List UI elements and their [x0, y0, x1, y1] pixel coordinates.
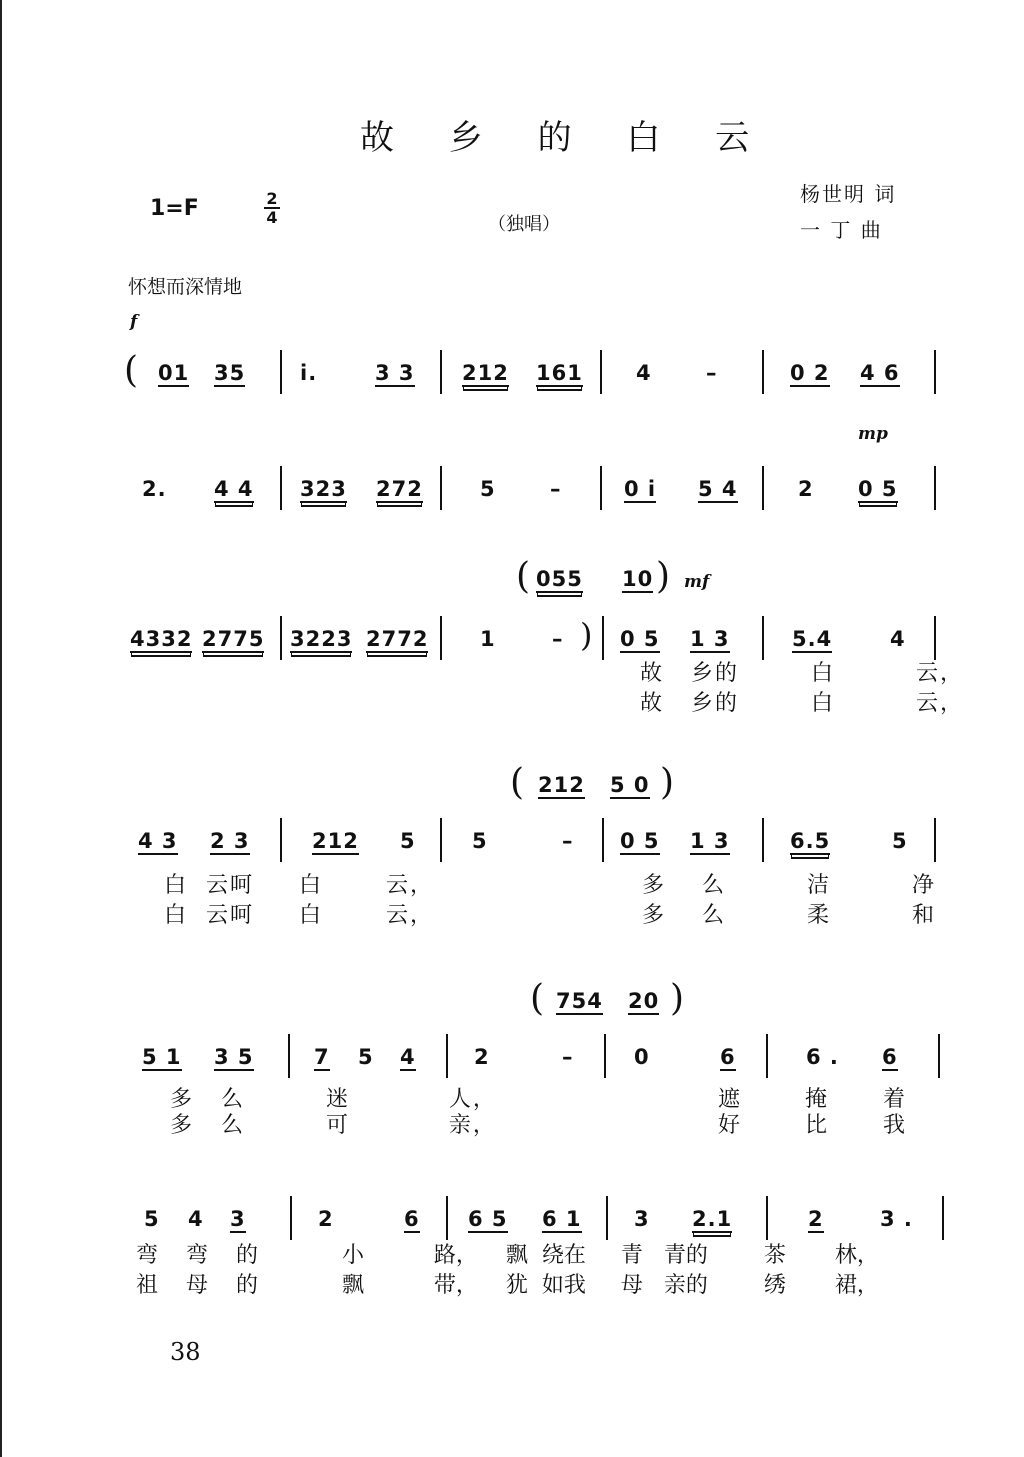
note-group: 4 4 [214, 477, 254, 501]
key-signature: 1=F [150, 196, 199, 221]
interlude-note-group: 055 [536, 567, 583, 591]
staff-row-2 [0, 466, 1024, 526]
lyricist-credit: 杨世明 词 [800, 182, 897, 206]
note-group: 6 [404, 1207, 420, 1231]
note-group: 3 . [880, 1207, 913, 1231]
note-group: 1 3 [690, 829, 730, 853]
note-group: i. [300, 361, 318, 385]
note-group: 0 i [624, 477, 657, 501]
note-group: 6 . [806, 1045, 839, 1069]
note-group: 2.1 [692, 1207, 733, 1231]
interlude-row-4: ( 212 5 0 ) [510, 762, 675, 803]
note-group: 3223 [290, 627, 353, 651]
note-group: 0 5 [620, 829, 660, 853]
note-group: – [552, 627, 564, 651]
note-group: 6 [882, 1045, 898, 1069]
lyric-line-1-end: 多 么 洁 净 [642, 873, 936, 898]
note-group: 1 3 [690, 627, 730, 651]
interlude-note-group: 754 [556, 989, 603, 1013]
staff-row-5 [0, 1034, 1024, 1094]
note-group: 6 [720, 1045, 736, 1069]
note-group: 4 3 [138, 829, 178, 853]
dynamic-mezzo-forte: mf [684, 572, 710, 592]
note-group: 5 [480, 477, 496, 501]
lyric-line-2: 祖 母 的 飘 带， 犹 如我 母 亲的 绣 裙， [136, 1273, 879, 1298]
note-group: 4 [188, 1207, 204, 1231]
note-group: 2 [808, 1207, 824, 1231]
time-signature: 2 4 [260, 190, 284, 226]
lyric-line-1: 故 乡的 白 云， [640, 661, 964, 686]
note-group: 4 [400, 1045, 416, 1069]
note-group: 6 5 [468, 1207, 508, 1231]
tempo-marking: 怀想而深情地 [128, 276, 243, 298]
note-group: 35 [214, 361, 246, 385]
note-group: 2772 [366, 627, 429, 651]
dynamic-mezzo-piano: mp [858, 424, 888, 444]
note-group: 6.5 [790, 829, 831, 853]
note-group: 5 1 [142, 1045, 182, 1069]
lyric-line-2: 白 云呵 白 云， [164, 903, 434, 928]
performance-note: （独唱） [488, 214, 560, 235]
note-group: 7 [314, 1045, 330, 1069]
interlude-row-3: ( 055 10 ) mf [516, 556, 710, 597]
staff-row-1: ( 01 35 i. 3 3 212 161 4 – 0 2 4 6 [0, 350, 1024, 410]
note-group: 2 [318, 1207, 334, 1231]
note-group: 5 [472, 829, 488, 853]
note-group: 5 [400, 829, 416, 853]
note-group: 1 [480, 627, 496, 651]
interlude-note-group: 20 [628, 989, 660, 1013]
note-group: 01 [158, 361, 190, 385]
note-group: 0 [634, 1045, 650, 1069]
lyric-line-2-end: 好 比 我 [718, 1113, 907, 1138]
note-group: 3 3 [375, 361, 415, 385]
staff-row-3: 4332 2775 3223 2772 1 – ) 0 5 1 3 5.4 4 [0, 616, 1024, 676]
song-title: 故 乡 的 白 云 [360, 118, 772, 158]
note-group: 6 1 [542, 1207, 582, 1231]
note-group: – [562, 1045, 574, 1069]
note-group: 4332 [130, 627, 193, 651]
note-group: 161 [536, 361, 583, 385]
lyric-line-2-end: 多 么 柔 和 [642, 903, 936, 928]
page-number: 38 [170, 1338, 201, 1366]
note-group: 4 [636, 361, 652, 385]
lyric-line-1: 多 么 迷 人， [170, 1087, 497, 1112]
note-group: 4 [890, 627, 906, 651]
interlude-note-group: 212 [538, 773, 585, 797]
note-group: 2 3 [210, 829, 250, 853]
staff-row-4 [0, 818, 1024, 878]
note-group: 212 [312, 829, 359, 853]
note-group: 2 [474, 1045, 490, 1069]
note-group: – [706, 361, 718, 385]
lyric-line-1: 弯 弯 的 小 路， 飘 绕在 青 青的 茶 林， [136, 1243, 879, 1268]
note-group: 5 [144, 1207, 160, 1231]
note-group: 3 5 [214, 1045, 254, 1069]
interlude-note-group: 10 [622, 567, 654, 591]
composer-credit: 一 丁 曲 [800, 218, 883, 242]
interlude-row-5: ( 754 20 ) [530, 978, 685, 1019]
note-group: – [550, 477, 562, 501]
note-group: 2775 [202, 627, 265, 651]
note-group: 2. [142, 477, 167, 501]
note-group: 212 [462, 361, 509, 385]
lyric-line-2: 故 乡的 白 云， [640, 691, 964, 716]
note-group: 0 5 [620, 627, 660, 651]
note-group: 3 [230, 1207, 246, 1231]
note-group: – [562, 829, 574, 853]
dynamic-forte: f [130, 312, 138, 332]
lyric-line-1-end: 遮 掩 着 [718, 1087, 907, 1112]
note-group: 0 2 [790, 361, 830, 385]
note-group: 5 [892, 829, 908, 853]
lyric-line-1: 白 云呵 白 云， [164, 873, 434, 898]
note-group: 272 [376, 477, 423, 501]
note-group: 2 [798, 477, 814, 501]
note-group: 3 [634, 1207, 650, 1231]
note-group: 0 5 [858, 477, 898, 501]
note-group: 5 4 [698, 477, 738, 501]
note-group: 5.4 [792, 627, 833, 651]
lyric-line-2: 多 么 可 亲， [170, 1113, 497, 1138]
note-group: 5 [358, 1045, 374, 1069]
note-group: 323 [300, 477, 347, 501]
interlude-note-group: 5 0 [610, 773, 650, 797]
note-group: 4 6 [860, 361, 900, 385]
